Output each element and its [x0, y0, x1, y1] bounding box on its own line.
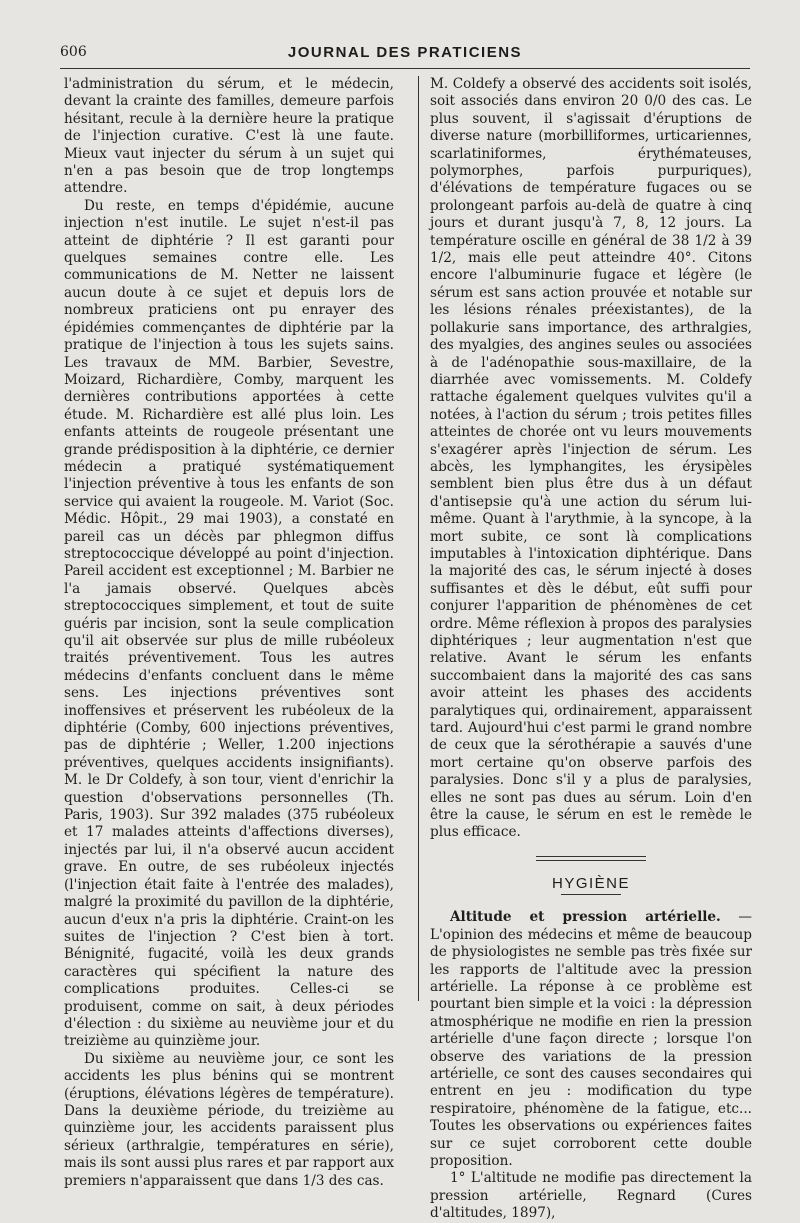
column-divider — [418, 76, 419, 1001]
left-paragraph-1: l'administration du sérum, et le médecin, devant la crainte des familles, demeure parfois hésitant, recule à la dernière heure la pratique de l'injection curative. C'est là une faute. Mieux vaut injecter du sérum à un sujet qui n'en a pas besoin que de trop longtemps attendre. — [64, 76, 394, 197]
page-header — [60, 44, 750, 69]
journal-title: JOURNAL DES PRATICIENS — [287, 44, 523, 61]
article-title: Altitude et pression artérielle. — [450, 909, 721, 926]
page-number: 606 — [60, 44, 87, 60]
right-paragraph-1: M. Coldefy a observé des accidents soit isolés, soit associés dans environ 20 0/0 des cas. Le plus souvent, il s'agissait d'éruptions de diverse nature (morbilliformes, urticariennes, scarlatiniformes, érythémateuses, polymorphes, parfois purpuriques), d'élévations de température fugaces ou se prolongeant parfois au-delà de quatre à cinq jours et durant jusqu'à 7, 8, 12 jours. La température oscille en général de 38 1/2 à 39 1/2, mais elle peut atteindre 40°. Citons encore l'albuminurie fugace et légère (le sérum est sans action prouvée et notable sur les lésions rénales préexistantes), de la pollakurie sans importance, des arthralgies, des myalgies, des angines seules ou associées à de l'adénopathie sous-maxillaire, de la diarrhée avec vomissements. M. Coldefy rattache également quelques vulvites qu'il a notées, à l'action du sérum ; trois petites filles atteintes de chorée ont vu leurs mouvements s'exagérer après l'injection de sérum. Les abcès, les lymphangites, les érysipèles semblent bien plus être dus à un défaut d'antisepsie qu'à une action du sérum lui-même. Quant à l'arythmie, à la syncope, à la mort subite, ce sont là complications imputables à l'intoxication diphtérique. Dans la majorité des cas, le sérum injecté à doses suffisantes et dès le début, eût suffi pour conjurer l'apparition de phénomènes de cet ordre. Même réflexion à propos des paralysies diphtériques ; leur augmentation n'est que relative. Avant le sérum les enfants succombaient dans la majorité des cas sans avoir atteint les phases des accidents paralytiques qui, ordinairement, apparaissent tard. Aujourd'hui c'est parmi le grand nombre de ceux que la sérothérapie a sauvés d'une mort certaine qu'on observe parfois des paralysies. Donc s'il y a plus de paralysies, elles ne sont pas dues au sérum. Loin d'en être la cause, le sérum en est le remède le plus efficace. — [430, 76, 752, 841]
title-underline — [561, 894, 621, 895]
left-column — [64, 76, 394, 1189]
article-paragraph: Altitude et pression artérielle. — L'opinion des médecins et même de beaucoup de physiologistes ne semble pas très fixée sur les rapports de l'altitude avec la pression artérielle. La réponse à ce problème est pourtant bien simple et la voici : la dépression atmosphérique ne modifie en rien la pression artérielle d'une façon directe ; lorsque l'on observe des variations de la pression artérielle, ce sont des causes secondaires qui entrent en jeu : modification du type respiratoire, phénomène de la fatigue, etc... Toutes les observations ou expériences faites sur ce sujet corroborent cette double proposition. — [430, 909, 753, 1169]
left-paragraph-3: Du sixième au neuvième jour, ce sont les accidents les plus bénins qui se montrent (éruptions, élévations légères de température). Dans la deuxième période, du treizième au quinzième jour, les accidents paraissent plus sérieux (arthralgie, températures en série), mais ils sont aussi plus rares et par rapport aux premiers n'apparaissent que dans 1/3 des cas. — [64, 1050, 394, 1189]
article-body: L'opinion des médecins et même de beaucoup de physiologistes ne semble pas très fixée sur les rapports de l'altitude avec la pression artérielle. La réponse à ce problème est pourtant bien simple et la voici : la dépression atmosphérique ne modifie en rien la pression artérielle d'une façon directe ; lorsque l'on observe des variations de la pression artérielle, ce sont des causes secondaires qui entrent en jeu : modification du type respiratoire, phénomène de la fatigue, etc... Toutes les observations ou expériences faites sur ce sujet corroborent cette double proposition. — [430, 926, 752, 1169]
right-paragraph-3: 1° L'altitude ne modifie pas directement la pression artérielle, Regnard (Cures d'altitudes, 1897), — [430, 1170, 752, 1222]
left-paragraph-2: Du reste, en temps d'épidémie, aucune injection n'est inutile. Le sujet n'est-il pas atteint de diphtérie ? Il est garanti pour quelques semaines contre elle. Les communications de M. Netter ne laissent aucun doute à ce sujet et depuis lors de nombreux praticiens ont pu enrayer des épidémies commençantes de diphtérie par la pratique de l'injection à tous les sujets sains. Les travaux de MM. Barbier, Sevestre, Moizard, Richardière, Comby, marquent les dernières contributions apportées à cette étude. M. Richardière est allé plus loin. Les enfants atteints de rougeole présentant une grande prédisposition à la diphtérie, ce dernier médecin a pratiqué systématiquement l'injection préventive à tous les enfants de son service qui avaient la rougeole. M. Variot (Soc. Médic. Hôpit., 29 mai 1903), a constaté en pareil cas un décès par phlegmon diffus streptococcique développé au point d'injection. Pareil accident est exceptionnel ; M. Barbier ne l'a jamais observé. Quelques abcès streptococciques simplement, et tout de suite guéris par incision, sont la seule complication qu'il ait observée sur plus de mille rubéoleux traités préventivement. Tous les autres médecins d'enfants concluent dans le même sens. Les injections préventives sont inoffensives et préservent les rubéoleux de la diphtérie (Comby, 600 injections préventives, pas de diphtérie ; Weller, 1.200 injections préventives, quelques accidents insignifiants). M. le Dr Coldefy, à son tour, vient d'enrichir la question d'observations personnelles (Th. Paris, 1903). Sur 392 malades (375 rubéoleux et 17 malades atteints d'affections diverses), injectés par lui, il n'a observé aucun accident grave. En outre, de ses rubéoleux injectés (l'injection était faite à l'entrée des malades), malgré la proximité du pavillon de la diphtérie, aucun d'eux n'a pris la diphtérie. Craint-on les suites de l'injection ? C'est bien à tort. Bénignité, fugacité, voilà les deux grands caractères qui spécifient la nature des complications produites. Celles-ci se produisent, comme on sait, à deux périodes d'élection : du sixième au neuvième jour et du treizième au quinzième jour. — [64, 197, 394, 1050]
right-column — [430, 76, 753, 1222]
section-title: HYGIÈNE — [551, 874, 630, 892]
section-separator — [536, 856, 646, 861]
